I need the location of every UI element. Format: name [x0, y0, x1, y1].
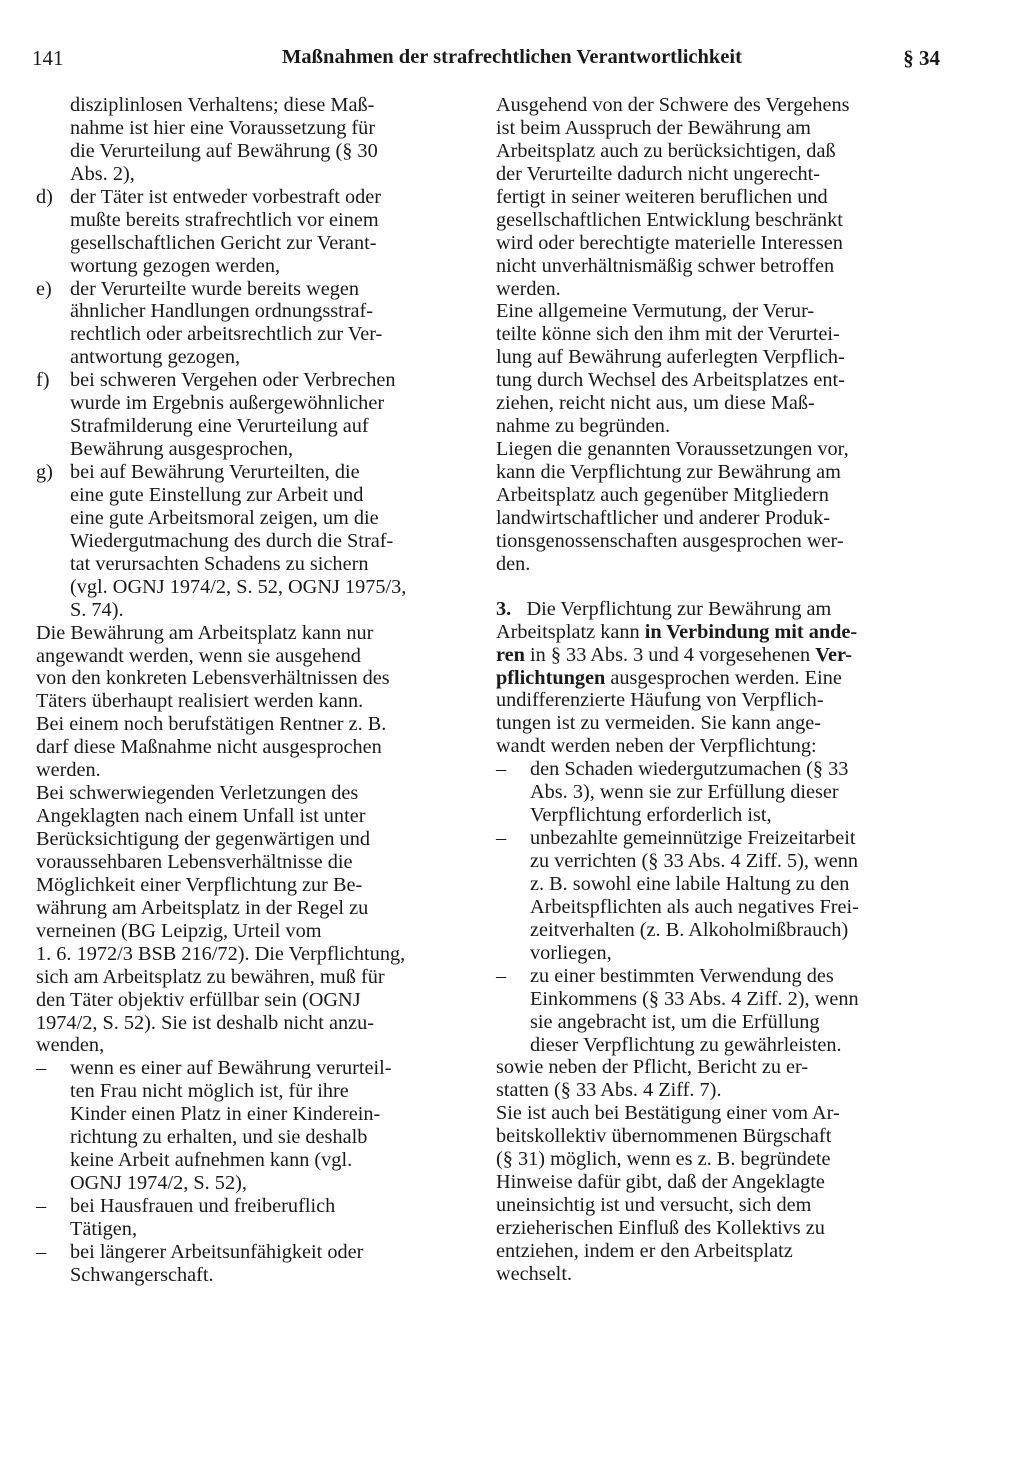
text-line: Arbeitsplatz auch gegenüber Mitgliedern [496, 483, 829, 506]
text-line: mußte bereits strafrechtlich vor einem [70, 208, 379, 231]
text-line: fertigt in seiner weiteren beruflichen und [496, 185, 828, 208]
text-line: Möglichkeit einer Verpflichtung zur Be- [36, 873, 363, 896]
text-line: Berücksichtigung der gegenwärtigen und [36, 828, 370, 850]
paragraph [36, 622, 466, 783]
text-line: ist beim Ausspruch der Bewährung am [496, 116, 811, 139]
text-line: sich am Arbeitsplatz zu bewähren, muß für [36, 965, 385, 988]
text-line: dieser Verpflichtung zu gewährleisten. [530, 1033, 842, 1056]
text-line: kann die Verpflichtung zur Bewährung am [496, 461, 841, 483]
text-line: zu verrichten (§ 33 Abs. 4 Ziff. 5), wenn [530, 850, 858, 872]
text-line: Arbeitspflichten als auch negatives Frei- [530, 895, 859, 918]
text-line: wird oder berechtigte materielle Interessen [496, 231, 843, 254]
text-run: Arbeitsplatz kann [496, 620, 645, 643]
text-line: der Verurteilte wurde bereits wegen [70, 277, 360, 300]
text-line: währung am Arbeitsplatz in der Regel zu [36, 896, 369, 919]
text-line: Ausgehend von der Schwere des Vergehens [496, 94, 850, 116]
text-line: richtung zu erhalten, und sie deshalb [70, 1126, 368, 1149]
paragraph [496, 1056, 926, 1102]
text-line: uneinsichtig ist und versucht, sich dem [496, 1194, 812, 1217]
dash-marker: – [36, 1057, 47, 1080]
text-line: Verpflichtung erforderlich ist, [530, 804, 772, 827]
text-line: eine gute Einstellung zur Arbeit und [70, 483, 364, 506]
paragraph [496, 94, 926, 300]
emphasis-run: ren [496, 643, 525, 666]
text-line: wandt werden neben der Verpflichtung: [496, 735, 817, 758]
text-line: OGNJ 1974/2, S. 52), [70, 1172, 247, 1195]
list-item-e [36, 278, 466, 370]
text-line: unbezahlte gemeinnützige Freizeitarbeit [530, 827, 856, 850]
right-column [496, 94, 926, 1286]
text-line: Strafmilderung eine Verurteilung auf [70, 415, 369, 438]
list-marker: d) [36, 185, 53, 208]
emphasis-run: pflichtungen [496, 666, 606, 689]
paragraph [496, 438, 926, 576]
text-line: wenn es einer auf Bewährung verurteil- [70, 1057, 392, 1080]
text-line: ten Frau nicht möglich ist, für ihre [70, 1080, 349, 1103]
text-line: lung auf Bewährung auferlegten Verpflich- [496, 346, 845, 369]
text-line: den Schaden wiedergutzumachen (§ 33 [530, 758, 849, 781]
text-line: wenden, [36, 1034, 105, 1057]
text-line [496, 598, 926, 621]
dash-item [36, 1241, 466, 1287]
text-line [496, 644, 926, 667]
text-line: nahme ist hier eine Voraussetzung für [70, 116, 376, 139]
text-run: Die Verpflichtung zur Bewährung am [526, 597, 832, 620]
text-line: voraussehbaren Lebensverhältnisse die [36, 850, 353, 873]
text-line: tung durch Wechsel des Arbeitsplatzes ent- [496, 369, 845, 392]
text-line: angewandt werden, wenn sie ausgehend [36, 644, 361, 667]
dash-item [36, 1057, 466, 1195]
text-line: gesellschaftlichen Entwicklung beschränkt [496, 208, 843, 231]
text-line: S. 74). [70, 598, 124, 621]
text-line: verneinen (BG Leipzig, Urteil vom [36, 919, 322, 942]
text-line: sowie neben der Pflicht, Bericht zu er- [496, 1056, 809, 1079]
dash-marker: – [36, 1240, 47, 1263]
text-line: Einkommens (§ 33 Abs. 4 Ziff. 2), wenn [530, 987, 859, 1010]
text-line: landwirtschaftlicher und anderer Produk- [496, 506, 830, 529]
list-marker: f) [36, 369, 50, 392]
text-line: 1. 6. 1972/3 BSB 216/72). Die Verpflichtung, [36, 942, 406, 965]
text-run: in § 33 Abs. 3 und 4 vorgesehenen [524, 643, 816, 666]
emphasis-run: in Verbindung mit ande- [644, 620, 858, 643]
text-line: ziehen, reicht nicht aus, um diese Maß- [496, 392, 815, 415]
text-line: den. [496, 552, 531, 575]
text-line: teilte könne sich den ihm mit der Verurtei- [496, 323, 840, 346]
text-line: bei auf Bewährung Verurteilten, die [70, 461, 360, 483]
text-line: bei schweren Vergehen oder Verbrechen [70, 369, 396, 392]
text-line: (vgl. OGNJ 1974/2, S. 52, OGNJ 1975/3, [70, 575, 407, 598]
text-line: darf diese Maßnahme nicht ausgesprochen [36, 736, 382, 759]
text-line: vorliegen, [530, 941, 612, 964]
dash-item [496, 827, 926, 965]
text-line: wortung gezogen werden, [70, 254, 281, 277]
text-line: Angeklagten nach einem Unfall ist unter [36, 805, 366, 828]
text-line: beitskollektiv übernommenen Bürgschaft [496, 1125, 832, 1148]
paragraph [496, 1102, 926, 1286]
text-line: von den konkreten Lebensverhältnissen des [36, 667, 390, 690]
text-line: bei längerer Arbeitsunfähigkeit oder [70, 1240, 364, 1263]
list-item-d [36, 186, 466, 278]
text-line: der Täter ist entweder vorbestraft oder [70, 185, 382, 208]
list-item-f [36, 369, 466, 461]
paragraph [496, 300, 926, 438]
numbered-section-3 [496, 598, 926, 759]
text-line: Arbeitsplatz auch zu berücksichtigen, daß [496, 139, 836, 162]
dash-marker: – [36, 1195, 47, 1217]
list-item-g [36, 461, 466, 622]
text-line: wurde im Ergebnis außergewöhnlicher [70, 392, 385, 415]
left-column [36, 94, 466, 1287]
text-line: rechtlich oder arbeitsrechtlich zur Ver- [70, 323, 383, 346]
text-line: Bei schwerwiegenden Verletzungen des [36, 782, 359, 805]
text-line: werden. [496, 277, 561, 300]
text-line: der Verurteilte dadurch nicht ungerecht- [496, 162, 820, 185]
text-run: ausgesprochen werden. Eine [605, 666, 842, 689]
text-line: Bewährung ausgesprochen, [70, 438, 294, 461]
section-number: § 34 [903, 46, 940, 70]
text-line: sie angebracht ist, um die Erfüllung [530, 1010, 820, 1033]
text-line: die Verurteilung auf Bewährung (§ 30 [70, 139, 378, 162]
dash-item [496, 965, 926, 1057]
emphasis-run: Ver- [815, 643, 853, 666]
dash-marker: – [496, 758, 507, 781]
text-line: Kinder einen Platz in einer Kinderein- [70, 1103, 381, 1126]
dash-marker: – [496, 827, 507, 850]
text-line: tionsgenossenschaften ausgesprochen wer- [496, 529, 844, 552]
text-line: disziplinlosen Verhaltens; diese Maß- [70, 94, 375, 116]
text-line: Schwangerschaft. [70, 1263, 214, 1286]
text-line: nahme zu begründen. [496, 415, 671, 438]
text-line: Bei einem noch berufstätigen Rentner z. B. [36, 713, 387, 736]
text-line: Liegen die genannten Voraussetzungen vor, [496, 438, 849, 461]
text-line: Abs. 2), [70, 162, 135, 185]
page-number: 141 [32, 46, 64, 70]
text-line [496, 667, 926, 690]
text-line: Eine allgemeine Vermutung, der Verur- [496, 300, 815, 323]
text-line: tungen ist zu vermeiden. Sie kann ange- [496, 712, 821, 735]
text-line: Sie ist auch bei Bestätigung einer vom Ar- [496, 1102, 840, 1125]
text-line: ähnlicher Handlungen ordnungsstraf- [70, 300, 374, 323]
text-line: tat verursachten Schadens zu sichern [70, 552, 369, 575]
text-line: (§ 31) möglich, wenn es z. B. begründete [496, 1148, 831, 1171]
text-line: Die Bewährung am Arbeitsplatz kann nur [36, 621, 374, 644]
text-line: antwortung gezogen, [70, 346, 241, 369]
text-line: bei Hausfrauen und freiberuflich [70, 1195, 336, 1217]
text-line: statten (§ 33 Abs. 4 Ziff. 7). [496, 1079, 722, 1102]
text-line: Abs. 3), wenn sie zur Erfüllung dieser [530, 781, 839, 804]
text-line: entziehen, indem er den Arbeitsplatz [496, 1239, 793, 1262]
text-line [496, 621, 926, 644]
list-marker: e) [36, 277, 52, 300]
text-line: undifferenzierte Häufung von Verpflich- [496, 689, 824, 712]
text-line: keine Arbeit aufnehmen kann (vgl. [70, 1149, 353, 1172]
text-line: zeitverhalten (z. B. Alkoholmißbrauch) [530, 918, 849, 941]
text-line: Hinweise dafür gibt, daß der Angeklagte [496, 1171, 825, 1194]
text-line: z. B. sowohl eine labile Haltung zu den [530, 872, 850, 895]
text-line: Wiedergutmachung des durch die Straf- [70, 529, 394, 552]
text-line: den Täter objektiv erfüllbar sein (OGNJ [36, 988, 361, 1011]
text-line: wechselt. [496, 1262, 573, 1285]
paragraph [36, 782, 466, 1057]
text-line: Täters überhaupt realisiert werden kann. [36, 690, 364, 713]
text-line: erzieherischen Einfluß des Kollektivs zu [496, 1217, 825, 1239]
dash-item [36, 1195, 466, 1241]
dash-marker: – [496, 964, 507, 987]
page-title: Maßnahmen der strafrechtlichen Verantwortlichkeit [282, 46, 742, 68]
section-gap [496, 576, 926, 598]
page-header [0, 46, 1024, 78]
item-c-continuation [36, 94, 466, 186]
text-line: zu einer bestimmten Verwendung des [530, 964, 834, 987]
text-line: gesellschaftlichen Gericht zur Verant- [70, 231, 377, 254]
dash-item [496, 758, 926, 827]
text-line: nicht unverhältnismäßig schwer betroffen [496, 254, 835, 277]
text-line: werden. [36, 759, 101, 782]
list-marker: g) [36, 461, 53, 483]
text-line: eine gute Arbeitsmoral zeigen, um die [70, 506, 379, 529]
text-line: 1974/2, S. 52). Sie ist deshalb nicht anzu- [36, 1011, 374, 1034]
text-line: Tätigen, [70, 1217, 138, 1240]
section-marker: 3. [496, 597, 512, 620]
